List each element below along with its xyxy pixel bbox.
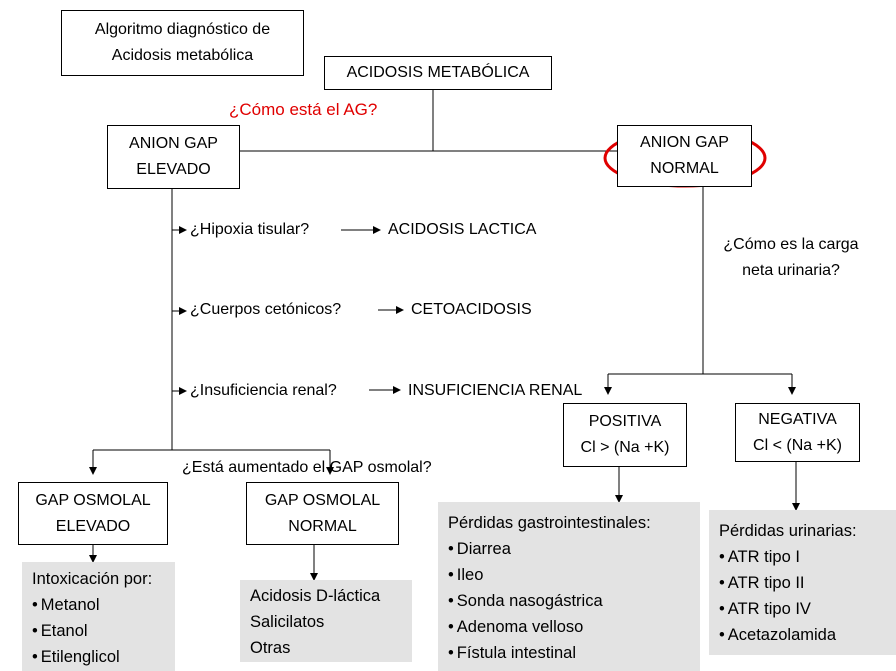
r-insuficiencia-renal: INSUFICIENCIA RENAL (408, 382, 583, 399)
question-ag: ¿Cómo está el AG? (229, 100, 378, 119)
gap-osm-elevado-line1: GAP OSMOLAL (35, 491, 151, 509)
intox-panel (22, 562, 175, 671)
positiva-line1: POSITIVA (588, 413, 662, 430)
root-box (324, 56, 552, 90)
dlactica-item-1: Acidosis D-láctica (250, 587, 381, 605)
gastro-head: Pérdidas gastrointestinales: (448, 514, 651, 532)
r-cetoacidosis: CETOACIDOSIS (411, 301, 532, 318)
title-line1: Algoritmo diagnóstico de (94, 21, 271, 38)
list-item: • ATR tipo II (719, 570, 896, 596)
question-carga-line1: ¿Cómo es la carga (723, 236, 859, 253)
root-label: ACIDOSIS METABÓLICA (346, 64, 530, 81)
gap-osm-normal-line1: GAP OSMOLAL (264, 491, 381, 509)
ag-elevado-line2: ELEVADO (136, 161, 211, 178)
positiva-box (563, 403, 687, 467)
gap-osm-elevado-line2: ELEVADO (55, 517, 131, 535)
q-gap-osmolal: ¿Está aumentado el GAP osmolal? (182, 459, 432, 476)
q-cuerpos: ¿Cuerpos cetónicos? (190, 301, 342, 318)
r-acidosis-lactica: ACIDOSIS LACTICA (388, 221, 537, 238)
title-line2: Acidosis metabólica (111, 47, 254, 64)
list-item: • Etanol (32, 618, 175, 644)
list-item: • Ileo (448, 562, 700, 588)
ag-normal-line1: ANION GAP (640, 134, 729, 151)
negativa-line1: NEGATIVA (758, 410, 837, 428)
q-insuficiencia: ¿Insuficiencia renal? (190, 382, 337, 399)
ag-normal-box (617, 125, 752, 187)
urinarias-head: Pérdidas urinarias: (719, 522, 857, 540)
list-item: • Metanol (32, 592, 175, 618)
ag-elevado-line1: ANION GAP (129, 135, 218, 152)
q-hipoxia: ¿Hipoxia tisular? (190, 221, 310, 238)
list-item: • ATR tipo IV (719, 596, 896, 622)
positiva-line2: Cl > (Na +K) (580, 439, 670, 456)
list-item: • Acetazolamida (719, 622, 896, 648)
dlactica-item-3: Otras (250, 639, 291, 657)
negativa-box (735, 403, 860, 462)
list-item: • Etilenglicol (32, 644, 175, 670)
question-carga (706, 232, 876, 284)
list-item: • Sonda nasogástrica (448, 588, 700, 614)
gap-osm-elevado-box (18, 482, 168, 545)
gap-osm-normal-box (246, 482, 399, 545)
urinarias-panel (709, 510, 896, 655)
intox-head: Intoxicación por: (32, 570, 153, 588)
title-box (61, 10, 304, 76)
list-item: • ATR tipo I (719, 544, 896, 570)
gastro-panel (438, 502, 700, 671)
gap-osm-normal-line2: NORMAL (288, 517, 357, 535)
list-item: • Diarrea (448, 536, 700, 562)
ag-normal-line2: NORMAL (650, 160, 719, 177)
list-item: • Fístula intestinal (448, 640, 700, 666)
dlactica-panel (240, 580, 412, 662)
ag-elevado-box (107, 125, 240, 189)
list-item: • Adenoma velloso (448, 614, 700, 640)
question-carga-line2: neta urinaria? (742, 262, 840, 279)
dlactica-item-2: Salicilatos (250, 613, 325, 631)
negativa-line2: Cl < (Na +K) (753, 436, 842, 454)
